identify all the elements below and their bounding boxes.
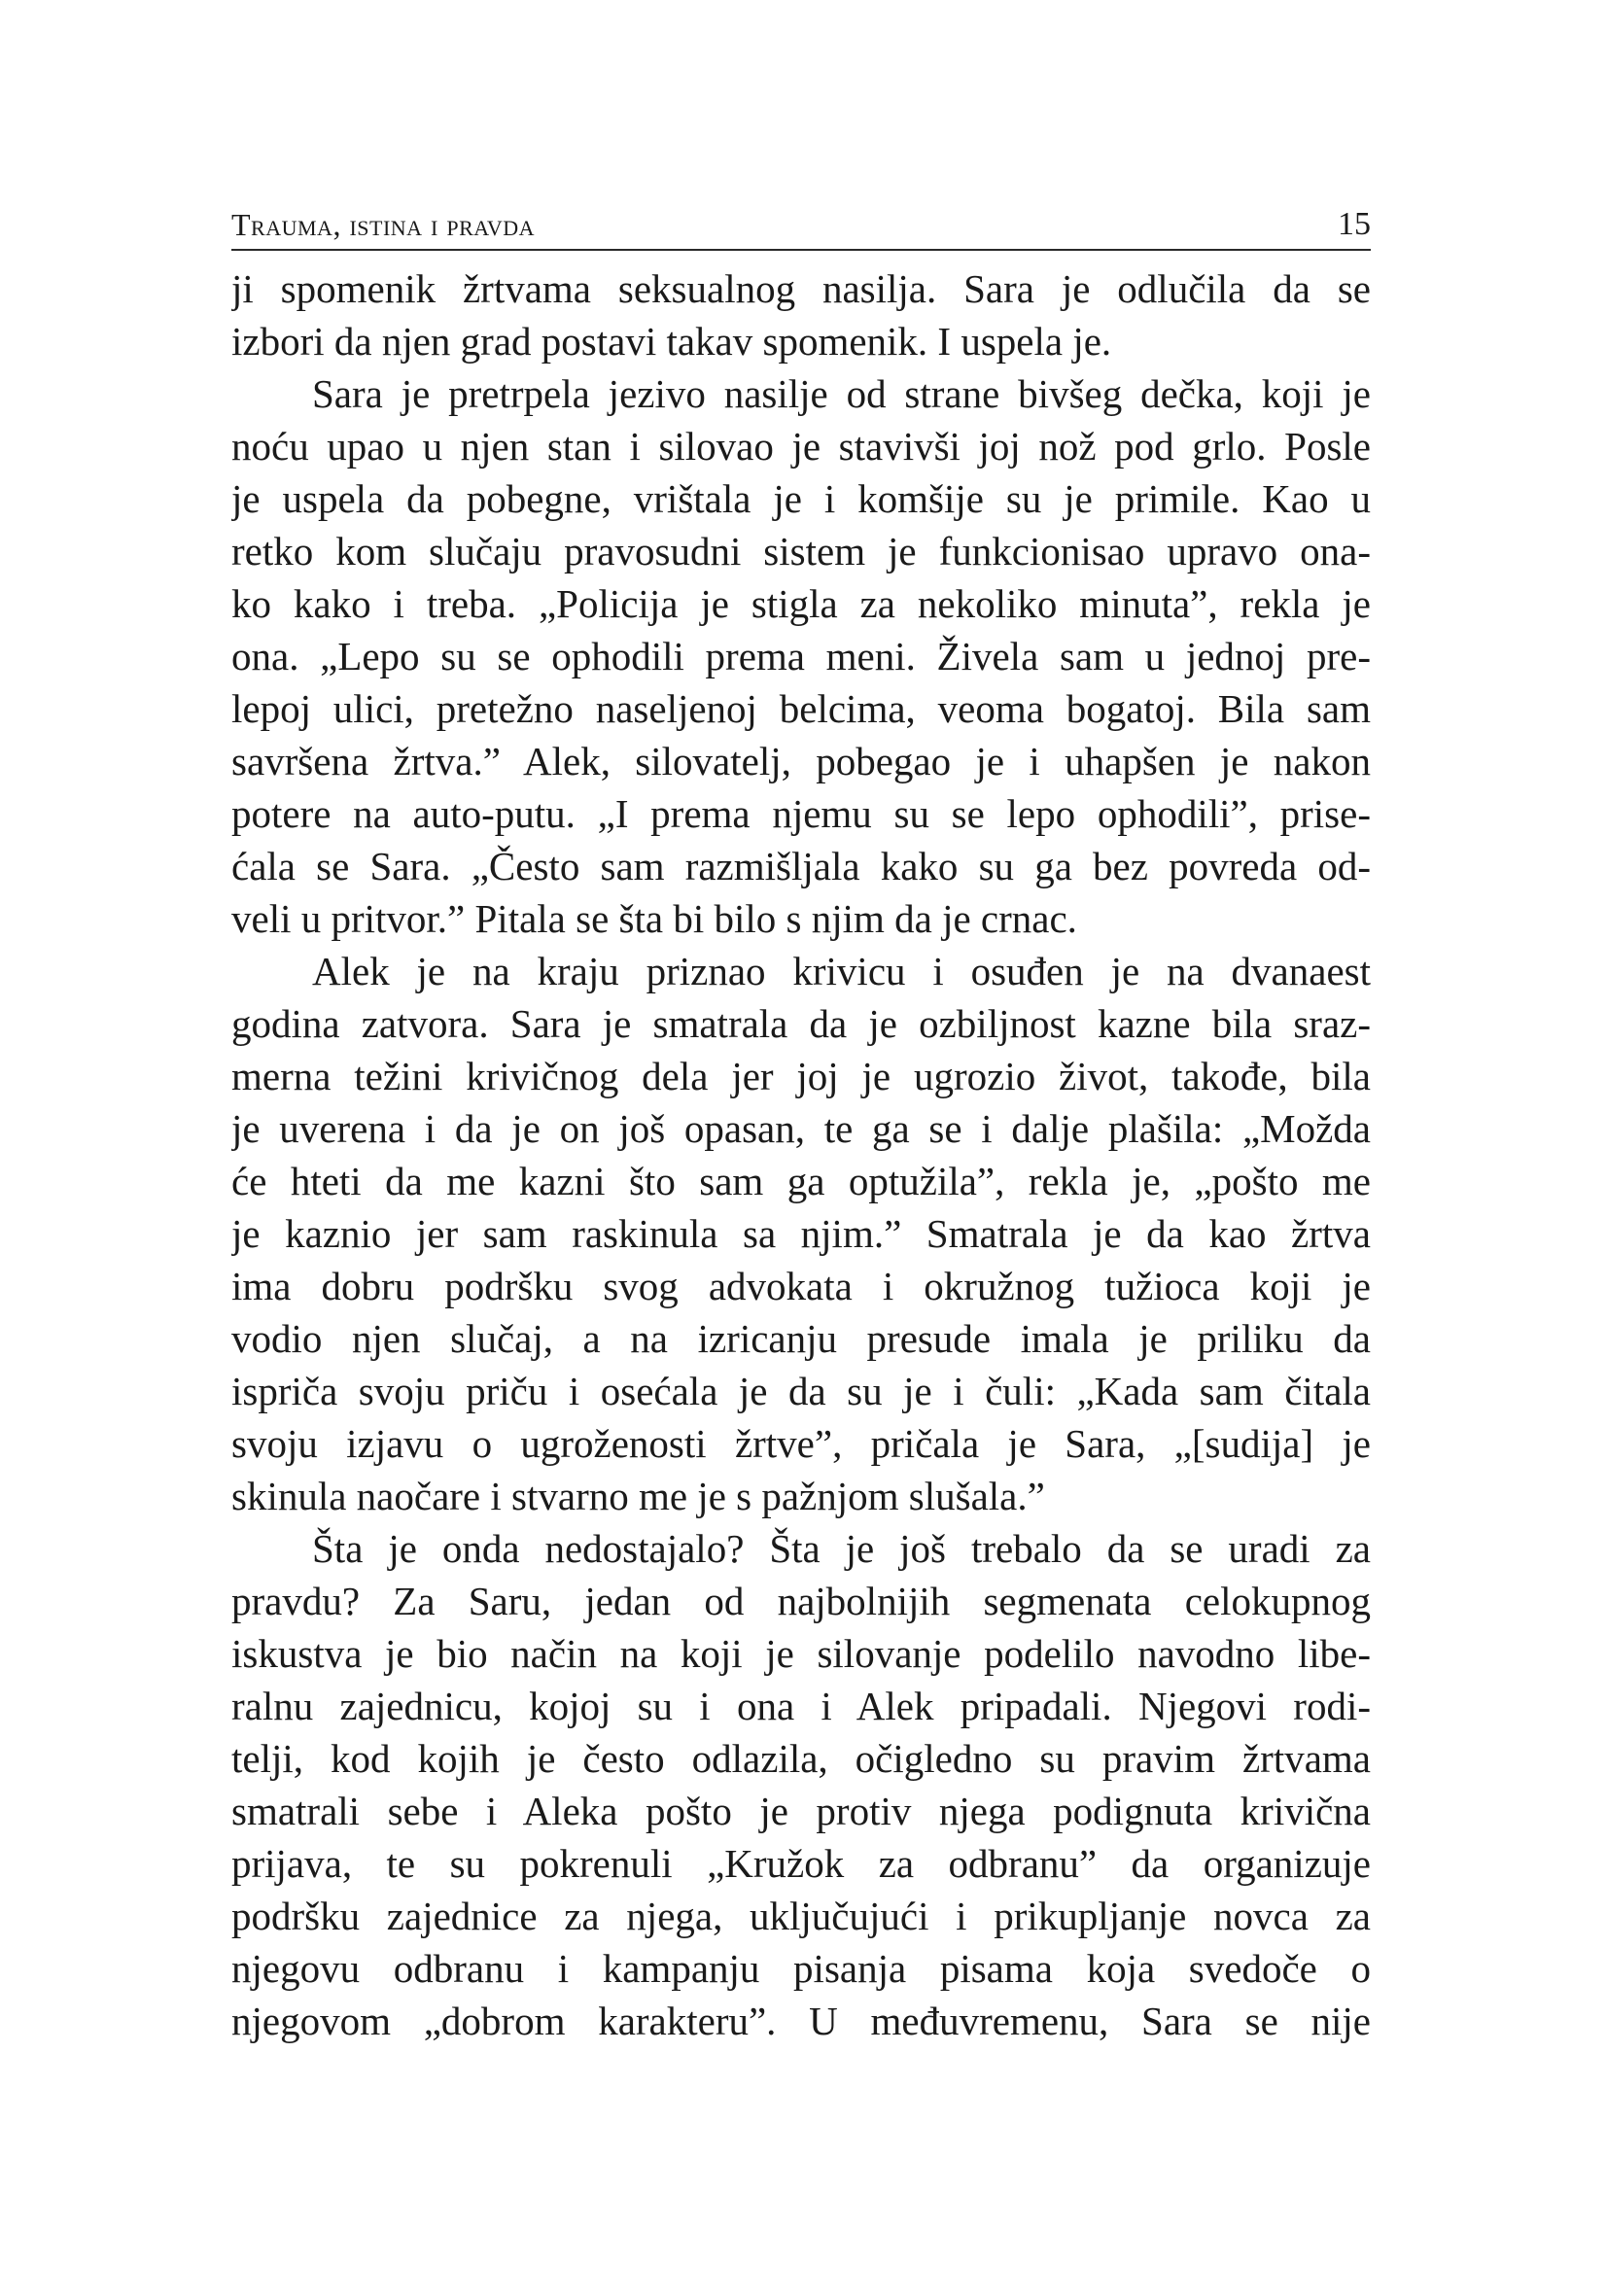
text-line: njegovu odbranu i kampanju pisanja pisama koja svedoče o (231, 1946, 1371, 1991)
text-line: iskustva je bio način na koji je silovanje podelilo navodno libe- (231, 1631, 1371, 1676)
text-line: savršena žrtva.” Alek, silovatelj, pobegao je i uhapšen je nakon (231, 739, 1371, 783)
text-line: retko kom slučaju pravosudni sistem je funkcionisao upravo ona- (231, 529, 1371, 574)
text-line: ralnu zajednicu, kojoj su i ona i Alek pripadali. Njegovi rodi- (231, 1684, 1371, 1728)
body-text (231, 262, 1371, 2047)
running-title: Trauma, istina i pravda (231, 207, 535, 242)
running-header (231, 206, 1371, 251)
text-line: ima dobru podršku svog advokata i okružnog tužioca koji je (231, 1264, 1371, 1308)
page-number: 15 (1338, 206, 1371, 242)
text-line: je kaznio jer sam raskinula sa njim.” Smatrala je da kao žrtva (231, 1211, 1371, 1256)
text-line: skinula naočare i stvarno me je s pažnjom slušala.” (231, 1474, 1045, 1518)
text-line: njegovom „dobrom karakteru”. U međuvremenu, Sara se nije (231, 1999, 1371, 2043)
text-line: svoju izjavu o ugroženosti žrtve”, pričala je Sara, „[sudija] je (231, 1421, 1371, 1466)
text-line: ispriča svoju priču i osećala je da su je i čuli: „Kada sam čitala (231, 1369, 1371, 1413)
text-line: smatrali sebe i Aleka pošto je protiv njega podignuta krivična (231, 1789, 1371, 1833)
text-line: ona. „Lepo su se ophodili prema meni. Živela sam u jednoj pre- (231, 634, 1371, 678)
text-line: telji, kod kojih je često odlazila, očigledno su pravim žrtvama (231, 1736, 1371, 1781)
text-line: pravdu? Za Saru, jedan od najbolnijih segmenata celokupnog (231, 1579, 1371, 1623)
text-line: vodio njen slučaj, a na izricanju presude imala je priliku da (231, 1316, 1371, 1361)
text-line: noću upao u njen stan i silovao je stavivši joj nož pod grlo. Posle (231, 424, 1371, 469)
text-line: izbori da njen grad postavi takav spomenik. I uspela je. (231, 319, 1112, 364)
text-line: ko kako i treba. „Policija je stigla za nekoliko minuta”, rekla je (231, 581, 1371, 626)
text-line: merna težini krivičnog dela jer joj je ugrozio život, takođe, bila (231, 1054, 1371, 1098)
text-line: potere na auto-putu. „I prema njemu su se lepo ophodili”, prise- (231, 791, 1371, 836)
text-line: ćala se Sara. „Često sam razmišljala kako su ga bez povreda od- (231, 844, 1371, 888)
paragraph-first-line: Sara je pretrpela jezivo nasilje od strane bivšeg dečka, koji je (312, 371, 1371, 416)
text-line: podršku zajednice za njega, uključujući i prikupljanje novca za (231, 1894, 1371, 1938)
book-page (231, 206, 1371, 2047)
text-line: će hteti da me kazni što sam ga optužila”, rekla je, „pošto me (231, 1159, 1371, 1203)
text-line: godina zatvora. Sara je smatrala da je ozbiljnost kazne bila sraz- (231, 1001, 1371, 1046)
text-line: je uspela da pobegne, vrištala je i komšije su je primile. Kao u (231, 476, 1371, 521)
text-line: je uverena i da je on još opasan, te ga se i dalje plašila: „Možda (231, 1106, 1371, 1151)
text-line: ji spomenik žrtvama seksualnog nasilja. Sara je odlučila da se (231, 266, 1371, 311)
paragraph-first-line: Alek je na kraju priznao krivicu i osuđen je na dvanaest (312, 949, 1371, 993)
text-line: prijava, te su pokrenuli „Kružok za odbranu” da organizuje (231, 1841, 1371, 1886)
paragraph-first-line: Šta je onda nedostajalo? Šta je još trebalo da se uradi za (312, 1526, 1371, 1571)
text-line: veli u pritvor.” Pitala se šta bi bilo s njim da je crnac. (231, 896, 1077, 941)
text-line: lepoj ulici, pretežno naseljenoj belcima, veoma bogatoj. Bila sam (231, 686, 1371, 731)
